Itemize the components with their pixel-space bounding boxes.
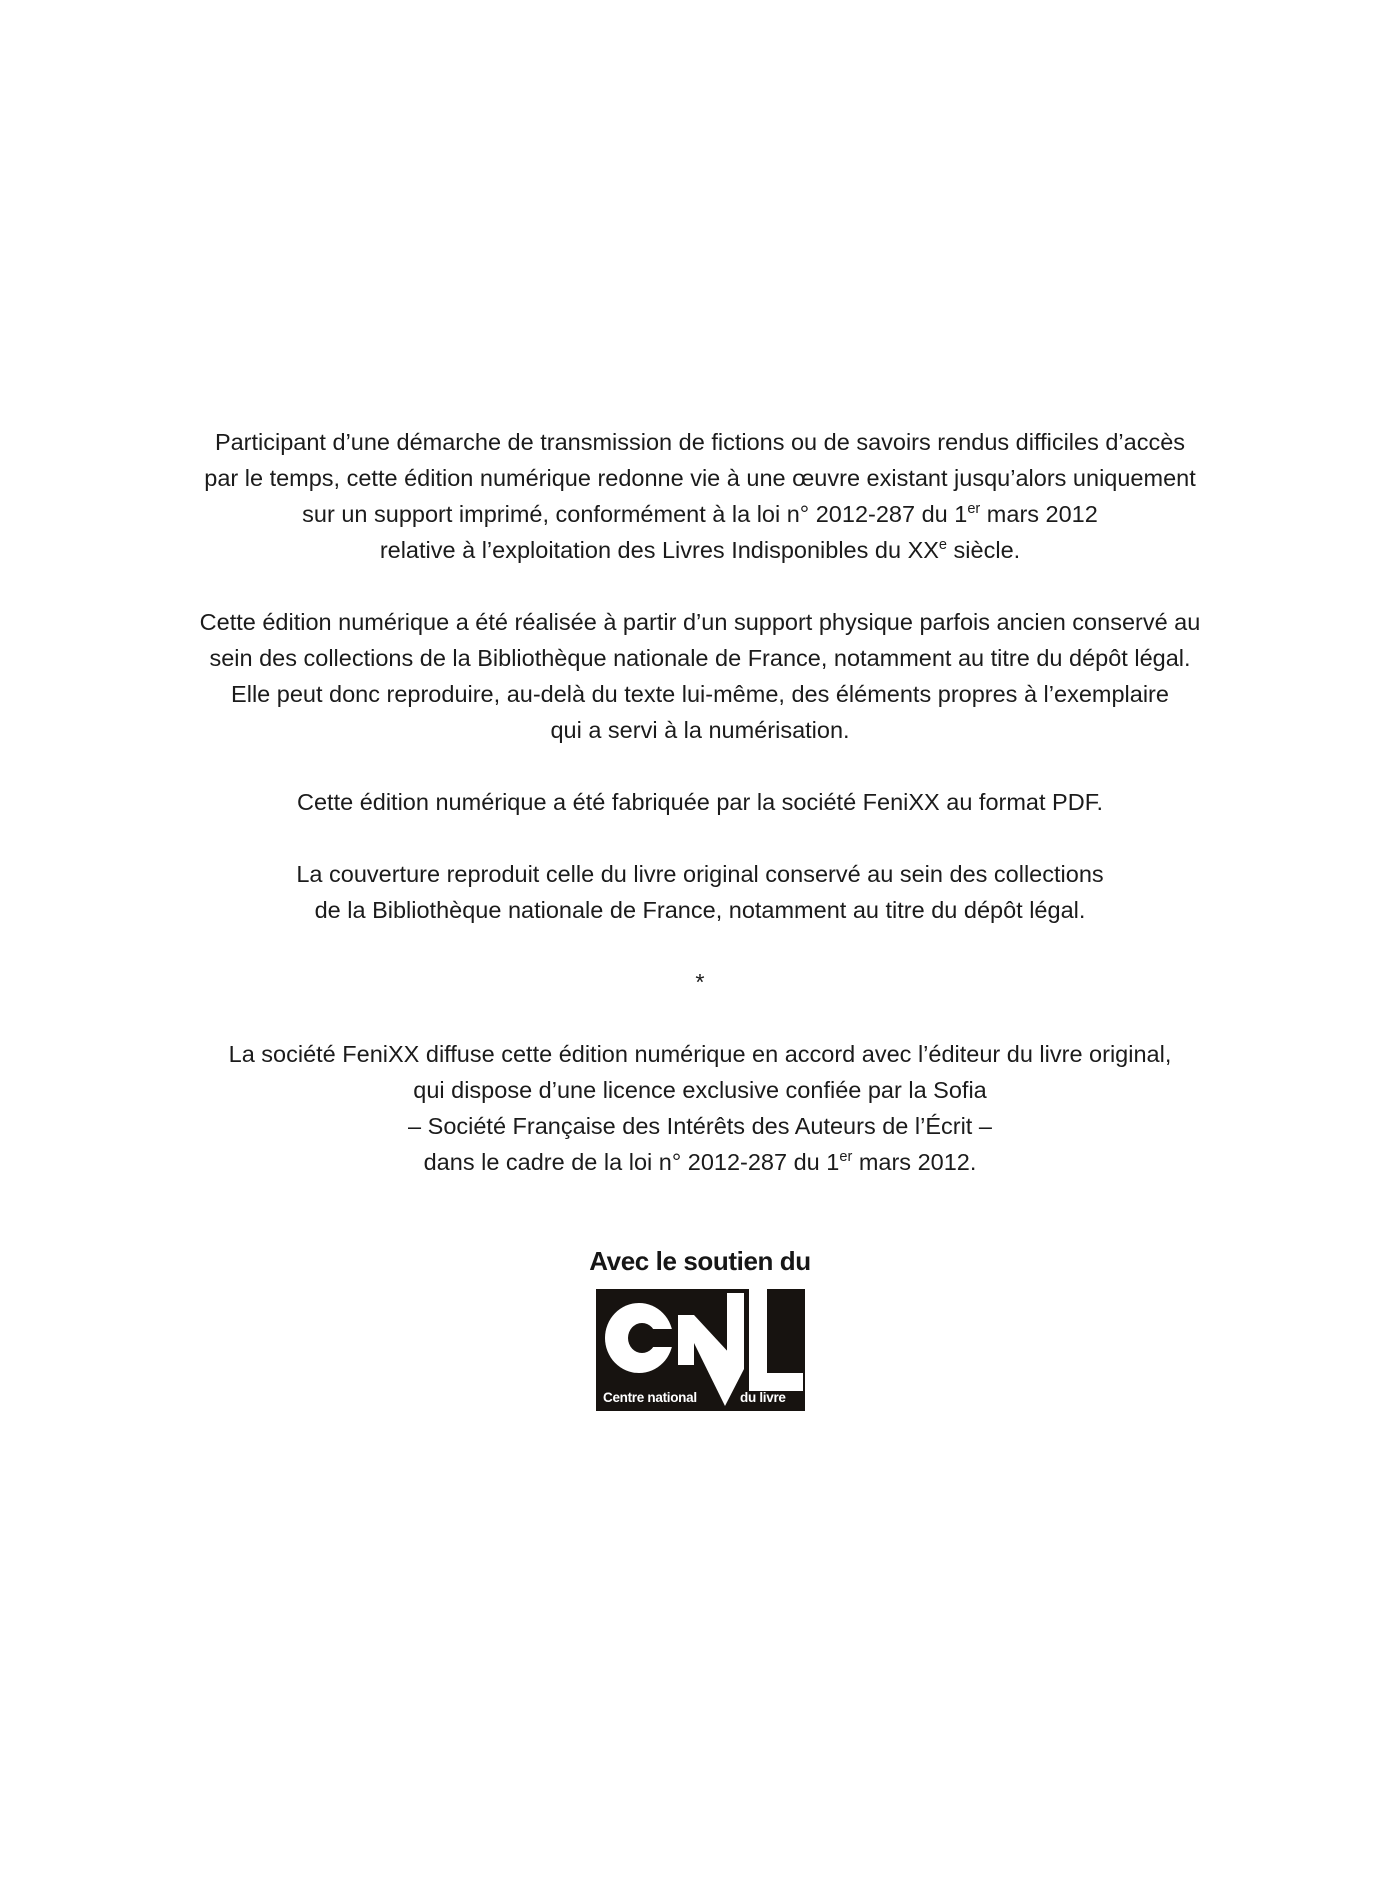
text-line: Participant d’une démarche de transmission de fictions ou de savoirs rendus difficiles d’accès — [214, 429, 1186, 455]
text-line: sur un support imprimé, conformément à la loi n° 2012-287 du 1er mars 2012 — [302, 501, 1098, 527]
cnl-caption-left: Centre national — [602, 1390, 697, 1405]
text-line: La société FeniXX diffuse cette édition numérique en accord avec l’éditeur du livre original, — [228, 1041, 1172, 1067]
text-line: dans le cadre de la loi n° 2012-287 du 1er mars 2012. — [423, 1149, 977, 1175]
support-label: Avec le soutien du — [589, 1246, 811, 1276]
notice-fabrication — [0, 784, 1400, 820]
notice-couverture — [0, 856, 1400, 928]
text-line: Cette édition numérique a été fabriquée par la société FeniXX au format PDF. — [297, 789, 1103, 815]
text-line: relative à l’exploitation des Livres Indisponibles du XXe siècle. — [379, 537, 1021, 563]
notice-paragraphs — [0, 424, 1400, 1180]
text-line: qui dispose d’une licence exclusive confiée par la Sofia — [413, 1077, 987, 1103]
text-line: * — [695, 969, 705, 995]
text-line: La couverture reproduit celle du livre original conservé au sein des collections — [296, 861, 1104, 887]
cnl-caption — [603, 1390, 786, 1405]
notice-transmission — [0, 424, 1400, 568]
text-line: Elle peut donc reproduire, au-delà du texte lui-même, des éléments propres à l’exemplaire — [231, 681, 1169, 707]
logo-container — [0, 1289, 1400, 1411]
text-line: – Société Française des Intérêts des Auteurs de l’Écrit – — [408, 1113, 992, 1139]
text-line: sein des collections de la Bibliothèque nationale de France, notamment au titre du dépôt légal. — [209, 645, 1191, 671]
text-line: qui a servi à la numérisation. — [550, 717, 850, 743]
text-line: Cette édition numérique a été réalisée à partir d’un support physique parfois ancien conservé au — [199, 609, 1201, 635]
text-line: de la Bibliothèque nationale de France, notamment au titre du dépôt légal. — [314, 897, 1086, 923]
separator-star — [0, 964, 1400, 1000]
cnl-logo — [596, 1289, 805, 1411]
cnl-caption-right: du livre — [739, 1390, 786, 1405]
notice-diffusion — [0, 1036, 1400, 1180]
notice-source — [0, 604, 1400, 748]
text-line: par le temps, cette édition numérique redonne vie à une œuvre existant jusqu’alors uniquement — [204, 465, 1196, 491]
